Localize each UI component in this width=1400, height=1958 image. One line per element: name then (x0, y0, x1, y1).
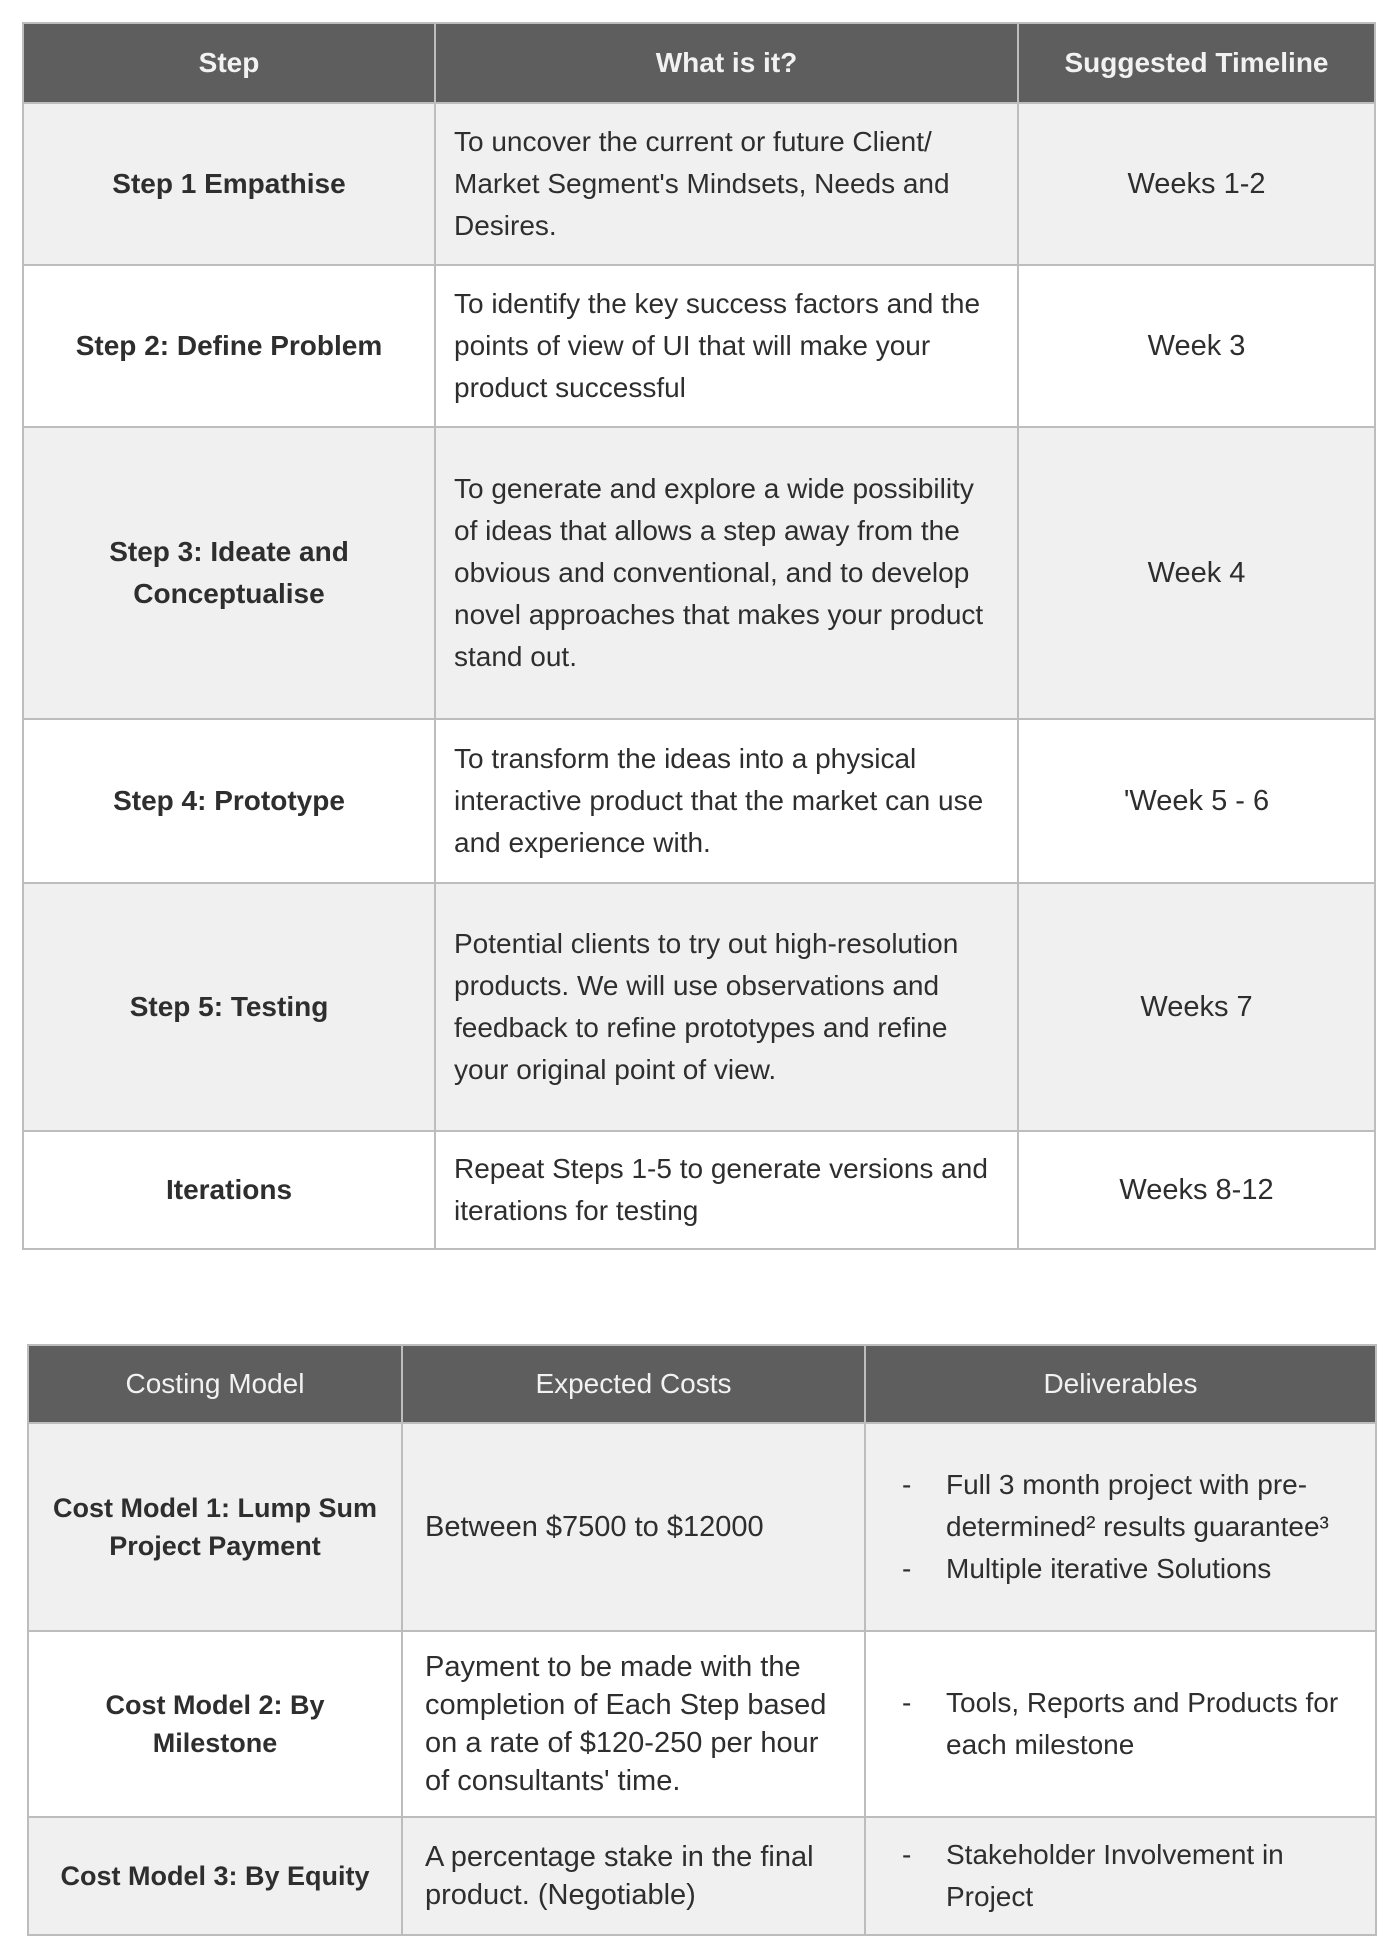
table-row (23, 883, 1375, 1131)
table-row (23, 265, 1375, 427)
deliverables-cell (865, 1817, 1376, 1935)
timeline-cell: Weeks 1-2 (1018, 103, 1375, 265)
table-header-row (28, 1345, 1376, 1423)
description-cell: To transform the ideas into a physical interactive product that the market can use and experience with. (435, 719, 1018, 883)
table-row (23, 1131, 1375, 1249)
step-cell: Step 4: Prototype (23, 719, 435, 883)
header-deliverables: Deliverables (865, 1345, 1376, 1423)
deliverable-text: Full 3 month project with pre-determined² results guarantee³ (946, 1469, 1329, 1542)
step-cell: Step 5: Testing (23, 883, 435, 1131)
header-expected-costs: Expected Costs (402, 1345, 865, 1423)
timeline-cell: 'Week 5 - 6 (1018, 719, 1375, 883)
table-row (23, 427, 1375, 719)
cost-cell: Between $7500 to $12000 (402, 1423, 865, 1631)
deliverables-list (902, 1464, 1361, 1590)
deliverables-cell (865, 1423, 1376, 1631)
dash-bullet: - (902, 1469, 912, 1500)
description-cell: Potential clients to try out high-resolution products. We will use observations and feedback to refine prototypes and refine your original point of view. (435, 883, 1018, 1131)
deliverable-text: Stakeholder Involvement in Project (946, 1839, 1284, 1912)
header-costing-model: Costing Model (28, 1345, 402, 1423)
table-row (23, 103, 1375, 265)
list-item (902, 1548, 1361, 1590)
costing-model-table (27, 1344, 1377, 1936)
list-item (902, 1834, 1361, 1918)
timeline-cell: Weeks 8-12 (1018, 1131, 1375, 1249)
description-cell: To generate and explore a wide possibility of ideas that allows a step away from the obvious and conventional, and to develop novel approaches that makes your product stand out. (435, 427, 1018, 719)
step-cell: Iterations (23, 1131, 435, 1249)
header-what-is-it: What is it? (435, 23, 1018, 103)
header-suggested-timeline: Suggested Timeline (1018, 23, 1375, 103)
step-cell: Step 1 Empathise (23, 103, 435, 265)
deliverables-list (902, 1834, 1361, 1918)
deliverables-list (902, 1682, 1361, 1766)
timeline-cell: Weeks 7 (1018, 883, 1375, 1131)
cost-cell: Payment to be made with the completion of Each Step based on a rate of $120-250 per hour of consultants' time. (402, 1631, 865, 1817)
table-row (28, 1631, 1376, 1817)
list-item (902, 1464, 1361, 1548)
deliverable-text: Tools, Reports and Products for each milestone (946, 1687, 1339, 1760)
deliverable-text: Multiple iterative Solutions (946, 1553, 1272, 1584)
header-step: Step (23, 23, 435, 103)
description-cell: To uncover the current or future Client/ Market Segment's Mindsets, Needs and Desires. (435, 103, 1018, 265)
deliverables-cell (865, 1631, 1376, 1817)
description-cell: Repeat Steps 1-5 to generate versions and iterations for testing (435, 1131, 1018, 1249)
dash-bullet: - (902, 1839, 912, 1870)
step-cell: Step 2: Define Problem (23, 265, 435, 427)
dash-bullet: - (902, 1553, 912, 1584)
model-cell: Cost Model 2: By Milestone (28, 1631, 402, 1817)
list-item (902, 1682, 1361, 1766)
dash-bullet: - (902, 1687, 912, 1718)
table-row (23, 719, 1375, 883)
timeline-cell: Week 3 (1018, 265, 1375, 427)
table-row (28, 1817, 1376, 1935)
model-cell: Cost Model 3: By Equity (28, 1817, 402, 1935)
description-cell: To identify the key success factors and the points of view of UI that will make your product successful (435, 265, 1018, 427)
table-header-row (23, 23, 1375, 103)
model-cell: Cost Model 1: Lump Sum Project Payment (28, 1423, 402, 1631)
step-cell: Step 3: Ideate and Conceptualise (23, 427, 435, 719)
design-process-table (22, 22, 1376, 1250)
table-row (28, 1423, 1376, 1631)
timeline-cell: Week 4 (1018, 427, 1375, 719)
cost-cell: A percentage stake in the final product. (Negotiable) (402, 1817, 865, 1935)
